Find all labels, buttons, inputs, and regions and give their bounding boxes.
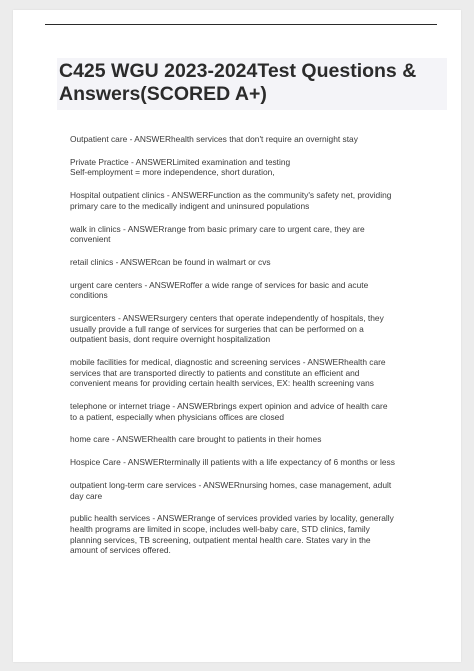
entry-line: public health services - ANSWERrange of services provided varies by locality, generally — [70, 513, 394, 524]
entry-line: convenient means for providing certain health services, EX: health screening vans — [70, 378, 374, 389]
entry-line: surgicenters - ANSWERsurgery centers that operate independently of hospitals, they — [70, 313, 384, 324]
document-page — [13, 10, 461, 662]
entry-line: home care - ANSWERhealth care brought to patients in their homes — [70, 434, 322, 445]
qa-entry — [70, 434, 445, 445]
document-title — [59, 60, 445, 106]
entry-line: usually provide a full range of services for surgeries that can be performed on a — [70, 323, 364, 334]
qa-list — [70, 134, 445, 568]
qa-entry — [70, 401, 445, 422]
entry-line: outpatient basis, dont require overnight hospitalization — [70, 334, 271, 345]
entry-line: Hospital outpatient clinics - ANSWERFunction as the community's safety net, providing — [70, 190, 392, 201]
entry-line: Self-employment = more independence, short duration, — [70, 167, 275, 178]
qa-entry — [70, 513, 445, 555]
title-block — [57, 58, 447, 110]
title-line: C425 WGU 2023-2024Test Questions & — [59, 60, 417, 82]
title-line: Answers(SCORED A+) — [59, 83, 267, 105]
entry-line: urgent care centers - ANSWERoffer a wide range of services for basic and acute — [70, 279, 369, 290]
entry-line: conditions — [70, 290, 108, 301]
qa-entry — [70, 190, 445, 211]
qa-entry — [70, 480, 445, 501]
entry-line: mobile facilities for medical, diagnostic and screening services - ANSWERhealth care — [70, 357, 386, 368]
entry-line: Outpatient care - ANSWERhealth services that don't require an overnight stay — [70, 134, 358, 144]
entry-line: outpatient long-term care services - ANSWERnursing homes, case management, adult — [70, 479, 392, 490]
qa-entry — [70, 280, 445, 301]
qa-entry — [70, 157, 445, 178]
entry-line: walk in clinics - ANSWERrange from basic primary care to urgent care, they are — [70, 223, 365, 234]
entry-line: day care — [70, 490, 103, 501]
qa-entry — [70, 257, 445, 268]
header-rule — [45, 24, 437, 25]
entry-line: planning services, TB screening, outpatient mental health care. States vary in the — [70, 534, 371, 545]
entry-line: primary care to the medically indigent and uninsured populations — [70, 200, 310, 211]
entry-line: Private Practice - ANSWERLimited examination and testing — [70, 156, 291, 167]
entry-line: to a patient, especially when physicians offices are closed — [70, 411, 284, 422]
entry-line: telephone or internet triage - ANSWERbrings expert opinion and advice of health care — [70, 401, 388, 411]
qa-entry — [70, 224, 445, 245]
qa-entry — [70, 357, 445, 389]
entry-line: convenient — [70, 234, 111, 245]
entry-line: Hospice Care - ANSWERterminally ill patients with a life expectancy of 6 months or less — [70, 457, 395, 468]
entry-line: amount of services offered. — [70, 545, 171, 556]
qa-entry — [70, 457, 445, 468]
qa-entry — [70, 313, 445, 345]
entry-line: services that are transported directly to patients and constitute an efficient and — [70, 367, 360, 378]
entry-line: retail clinics - ANSWERcan be found in walmart or cvs — [70, 256, 271, 267]
qa-entry — [70, 134, 445, 145]
entry-line: health programs are limited in scope, includes well-baby care, STD clinics, family — [70, 523, 370, 534]
